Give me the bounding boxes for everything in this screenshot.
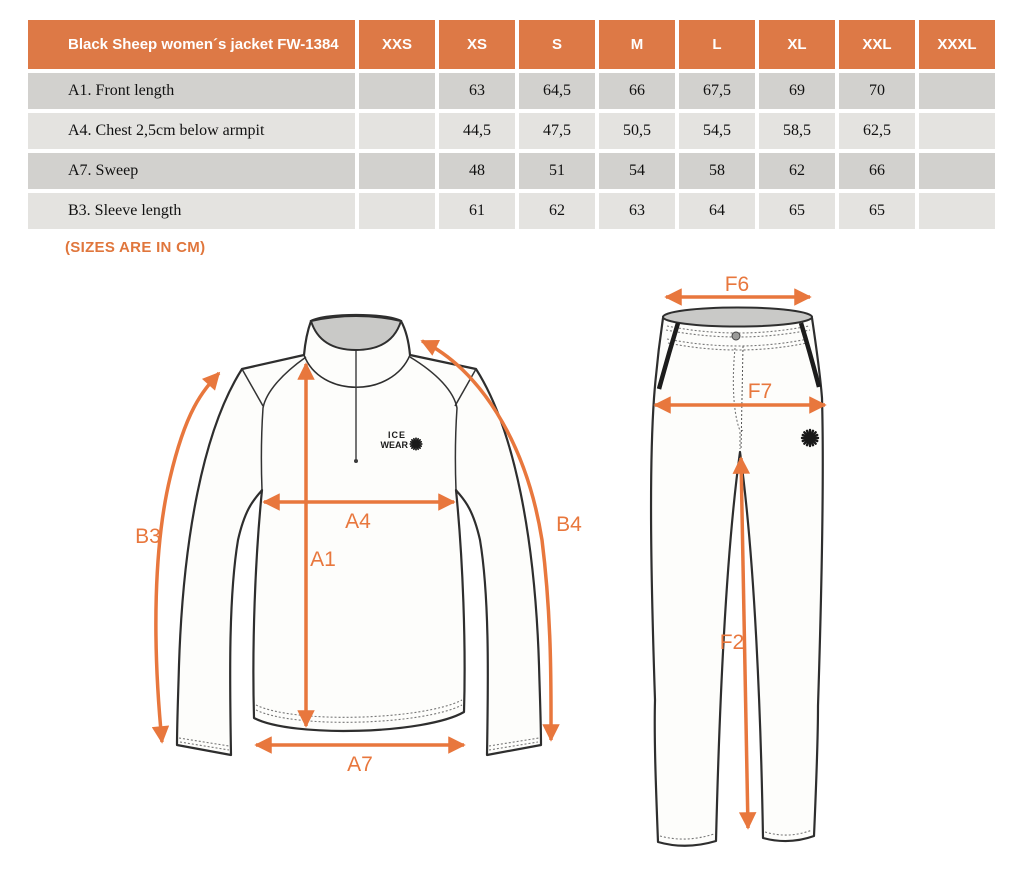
pants-outline [651, 309, 823, 846]
table-cell: 62 [519, 193, 595, 229]
jacket-zipper-pull [354, 459, 358, 463]
logo-text-ice: ICE [387, 430, 406, 440]
jacket-outline [177, 315, 541, 755]
table-cell: 63 [599, 193, 675, 229]
table-cell: 64 [679, 193, 755, 229]
table-cell: 50,5 [599, 113, 675, 149]
pants-drawing [651, 273, 825, 846]
table-cell: 44,5 [439, 113, 515, 149]
table-cell: 66 [839, 153, 915, 189]
a4-label: A4 [345, 510, 371, 533]
table-cell: 62 [759, 153, 835, 189]
table-cell: 63 [439, 73, 515, 109]
pants-waist-inner [663, 308, 812, 327]
table-cell: 58,5 [759, 113, 835, 149]
size-header-xxs: XXS [359, 20, 435, 69]
pants-snowflake-icon [802, 430, 818, 446]
table-cell: 47,5 [519, 113, 595, 149]
a7-label: A7 [347, 753, 373, 776]
f2-label: F2 [719, 631, 745, 654]
table-cell: 70 [839, 73, 915, 109]
table-title-cell: Black Sheep women´s jacket FW-1384 [28, 20, 355, 69]
table-cell: 64,5 [519, 73, 595, 109]
table-cell: 58 [679, 153, 755, 189]
row-label: A1. Front length [28, 73, 355, 109]
size-header-xl: XL [759, 20, 835, 69]
logo-text-wear: WEAR [380, 440, 408, 450]
row-label: A4. Chest 2,5cm below armpit [28, 113, 355, 149]
table-cell: 48 [439, 153, 515, 189]
size-header-xxxl: XXXL [919, 20, 995, 69]
table-cell: 62,5 [839, 113, 915, 149]
jacket-drawing [135, 315, 582, 776]
table-cell: 65 [759, 193, 835, 229]
table-cell: 65 [839, 193, 915, 229]
b4-label: B4 [556, 513, 582, 536]
f6-label: F6 [724, 273, 750, 296]
table-cell: 67,5 [679, 73, 755, 109]
pants-button [732, 332, 740, 340]
table-cell: 51 [519, 153, 595, 189]
table-cell: 54 [599, 153, 675, 189]
size-header-xxl: XXL [839, 20, 915, 69]
table-cell: 61 [439, 193, 515, 229]
f7-label: F7 [747, 380, 773, 403]
row-label: B3. Sleeve length [28, 193, 355, 229]
size-header-m: M [599, 20, 675, 69]
table-cell: 69 [759, 73, 835, 109]
b3-label: B3 [135, 525, 161, 548]
row-label: A7. Sweep [28, 153, 355, 189]
size-header-s: S [519, 20, 595, 69]
table-cell: 54,5 [679, 113, 755, 149]
logo-snowflake-icon [410, 438, 422, 450]
size-header-l: L [679, 20, 755, 69]
sizes-note: (SIZES ARE IN CM) [65, 239, 206, 256]
size-header-xs: XS [439, 20, 515, 69]
a1-label: A1 [310, 548, 336, 571]
table-cell: 66 [599, 73, 675, 109]
